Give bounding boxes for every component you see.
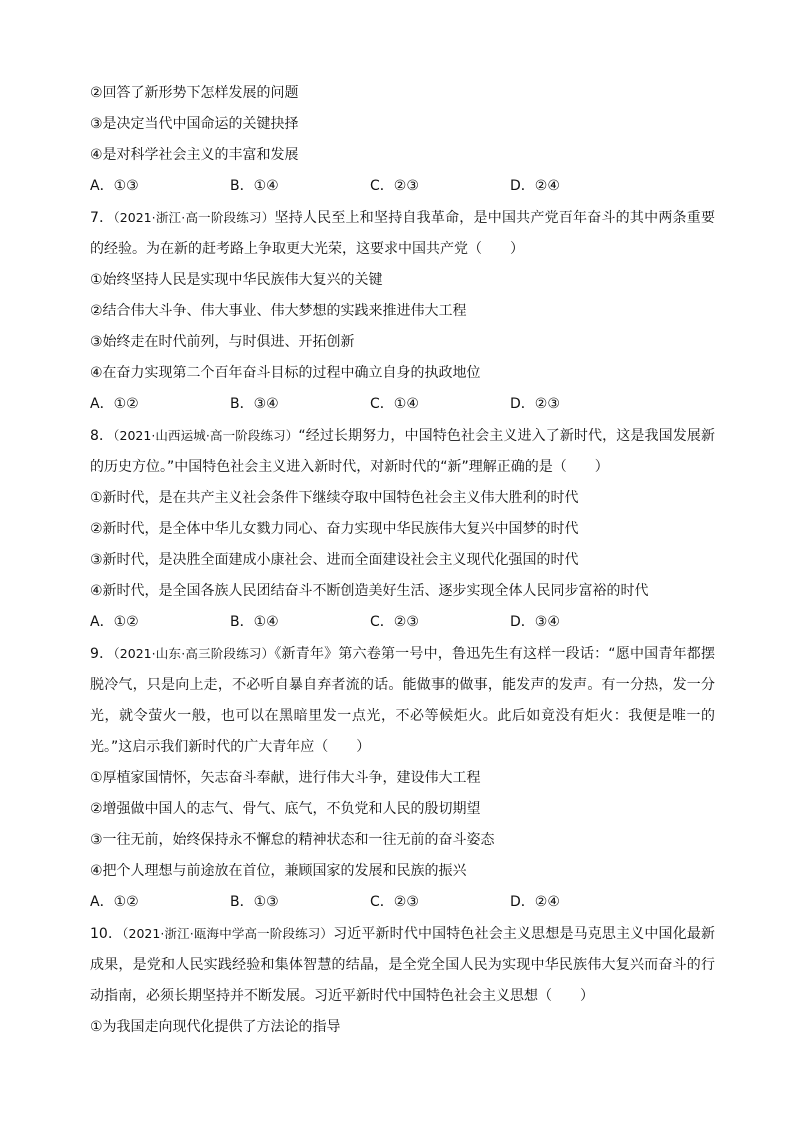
option-b[interactable]: B．①④ <box>230 614 279 630</box>
option-b[interactable]: B．①④ <box>230 178 279 194</box>
statement: ①厚植家国情怀，矢志奋斗奉献，进行伟大斗争，建设伟大工程 <box>90 770 481 786</box>
statement: ①新时代，是在共产主义社会条件下继续夺取中国特色社会主义伟大胜利的时代 <box>90 490 579 506</box>
statement: ④是对科学社会主义的丰富和发展 <box>90 147 299 163</box>
option-c[interactable]: C．②③ <box>370 614 419 630</box>
statement: ①为我国走向现代化提供了方法论的指导 <box>90 1019 341 1035</box>
question-content <box>90 78 715 1043</box>
question-8 <box>90 420 715 638</box>
question-source: （2021·浙江·高一阶段练习） <box>113 210 275 225</box>
question-source: （2021·山西运城·高一阶段练习） <box>113 428 299 443</box>
statement: ③新时代，是决胜全面建成小康社会、进而全面建设社会主义现代化强国的时代 <box>90 552 579 568</box>
option-d[interactable]: D．③④ <box>510 614 560 630</box>
statement: ④把个人理想与前途放在首位，兼顾国家的发展和民族的振兴 <box>90 863 467 879</box>
question-number: 9． <box>90 646 114 662</box>
option-c[interactable]: C．②③ <box>370 178 419 194</box>
question-7 <box>90 202 715 420</box>
option-d[interactable]: D．②④ <box>510 178 560 194</box>
statement: ②增强做中国人的志气、骨气、底气，不负党和人民的殷切期望 <box>90 801 481 817</box>
question-text: 坚持人民至上和坚持自我革命，是中国共产党百年奋斗的其中两条重要的经验。为在新的赶考路上争取更大光荣，这要求中国共产党（ ） <box>90 210 715 257</box>
answer-options <box>90 607 715 638</box>
question-number: 8． <box>90 428 114 444</box>
answer-options <box>90 389 715 420</box>
question-text: 《新青年》第六卷第一号中，鲁迅先生有这样一段话：“愿中国青年都摆脱冷气，只是向上走，不必听自暴自弃者流的话。能做事的做事，能发声的发声。有一分热，发一分光，就令萤火一般，也可以在黑暗里发一点光，不必等候炬火。此后如竟没有炬火：我便是唯一的光。”这启示我们新时代的广大青年应（ ） <box>90 646 715 755</box>
continued-question <box>90 78 715 202</box>
option-c[interactable]: C．①④ <box>370 396 419 412</box>
statement: ②新时代，是全体中华儿女戮力同心、奋力实现中华民族伟大复兴中国梦的时代 <box>90 521 579 537</box>
question-10 <box>90 918 715 1043</box>
statement: ②回答了新形势下怎样发展的问题 <box>90 85 299 101</box>
answer-options <box>90 171 715 202</box>
option-d[interactable]: D．②④ <box>510 894 560 910</box>
statement: ③是决定当代中国命运的关键抉择 <box>90 116 299 132</box>
option-a[interactable]: A．①② <box>90 396 139 412</box>
question-number: 10． <box>90 926 123 942</box>
question-stem <box>90 420 715 483</box>
answer-options <box>90 887 715 918</box>
question-text: “经过长期努力，中国特色社会主义进入了新时代，这是我国发展新的历史方位。”中国特色社会主义进入新时代，对新时代的“新”理解正确的是（ ） <box>90 428 715 475</box>
question-number: 7． <box>90 210 114 226</box>
option-a[interactable]: A．①③ <box>90 178 139 194</box>
statement: ③始终走在时代前列，与时俱进、开拓创新 <box>90 334 355 350</box>
question-9 <box>90 638 715 918</box>
statement: ③一往无前，始终保持永不懈怠的精神状态和一往无前的奋斗姿态 <box>90 832 495 848</box>
option-a[interactable]: A．①② <box>90 894 139 910</box>
statement: ②结合伟大斗争、伟大事业、伟大梦想的实践来推进伟大工程 <box>90 303 467 319</box>
option-d[interactable]: D．②③ <box>510 396 560 412</box>
option-b[interactable]: B．①③ <box>230 894 279 910</box>
option-b[interactable]: B．③④ <box>230 396 279 412</box>
question-stem <box>90 918 715 1012</box>
statement: ④在奋力实现第二个百年奋斗目标的过程中确立自身的执政地位 <box>90 365 481 381</box>
question-text: 习近平新时代中国特色社会主义思想是马克思主义中国化最新成果，是党和人民实践经验和集体智慧的结晶，是全党全国人民为实现中华民族伟大复兴而奋斗的行动指南，必须长期坚持并不断发展。习近平新时代中国特色社会主义思想（ ） <box>90 926 715 1004</box>
question-source: （2021·山东·高三阶段练习） <box>113 646 275 661</box>
statement: ④新时代，是全国各族人民团结奋斗不断创造美好生活、逐步实现全体人民同步富裕的时代 <box>90 583 649 599</box>
question-source: （2021·浙江·瓯海中学高一阶段练习） <box>122 926 334 941</box>
statement: ①始终坚持人民是实现中华民族伟大复兴的关键 <box>90 272 383 288</box>
option-a[interactable]: A．①② <box>90 614 139 630</box>
question-stem <box>90 202 715 265</box>
option-c[interactable]: C．②③ <box>370 894 419 910</box>
question-stem <box>90 638 715 763</box>
